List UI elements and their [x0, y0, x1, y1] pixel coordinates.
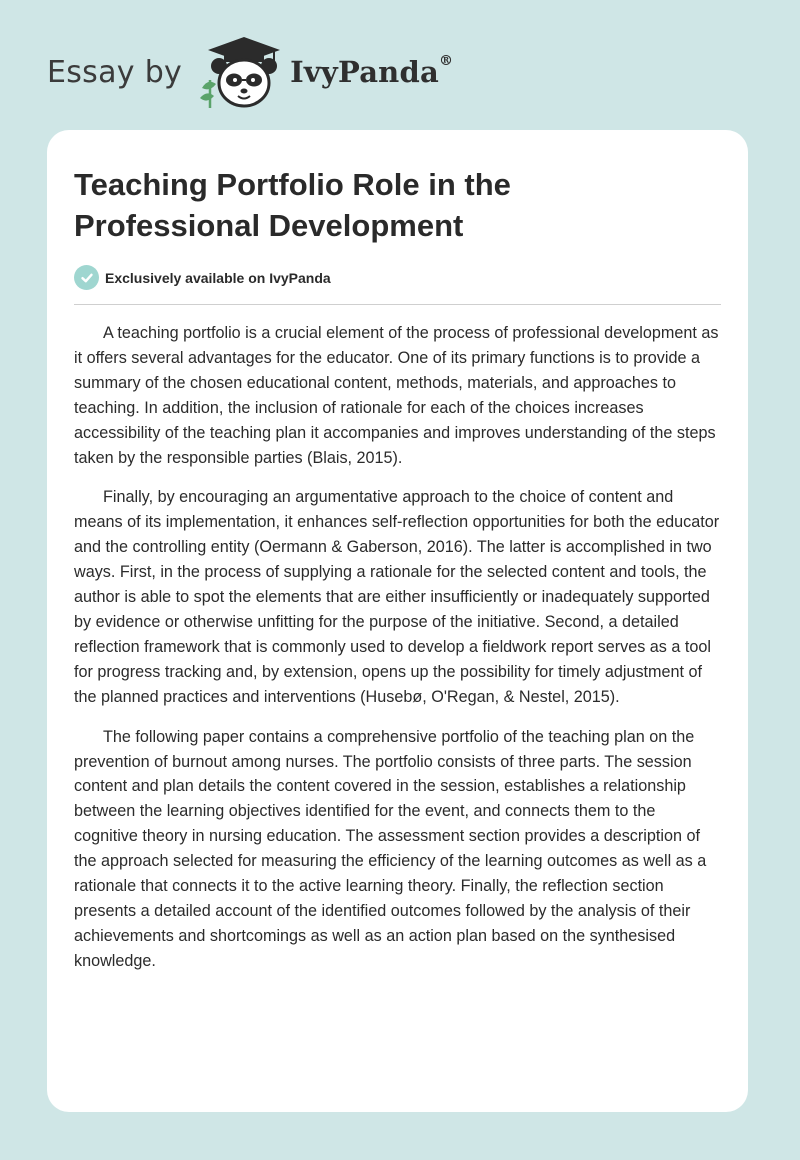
- exclusive-badge: [74, 265, 721, 305]
- essay-paragraph: Finally, by encouraging an argumentative approach to the choice of content and means of its implementation, it enhances self-reflection opportunities for both the educator and the controlling entity (Oermann & Gaberson, 2016). The latter is accomplished in two ways. First, in the process of supplying a rationale for the selected content and tools, the author is able to spot the elements that are either insufficiently or inadequately supported by evidence or otherwise unfitting for the purpose of the initiative. Second, a detailed reflection framework that is commonly used to develop a fieldwork report serves as a tool for progress tracking and, by extension, opens up the possibility for timely adjustment of the planned practices and interventions (Husebø, O'Regan, & Nestel, 2015).: [74, 488, 720, 706]
- essay-paragraph: The following paper contains a comprehensive portfolio of the teaching plan on the prevention of burnout among nurses. The portfolio consists of three parts. The session content and plan details the content covered in the session, establishes a relationship between the learning objectives identified for the event, and connects them to the cognitive theory in nursing education. The assessment section provides a description of the approach selected for measuring the efficiency of the learning outcomes as well as a rationale that connects it to the active learning theory. Finally, the reflection section presents a detailed account of the identified outcomes followed by the analysis of their achievements and shortcomings as well as an action plan based on the synthesised knowledge.: [74, 727, 707, 970]
- exclusive-badge-label: Exclusively available on IvyPanda: [105, 269, 331, 286]
- site-header: [47, 34, 453, 110]
- brand-name[interactable]: IvyPanda®: [290, 53, 454, 89]
- essay-by-label: Essay by: [47, 54, 183, 90]
- essay-paragraph: A teaching portfolio is a crucial element of the process of professional development as it offers several advantages for the educator. One of its primary functions is to provide a summary of the chosen educational content, methods, materials, and approaches to teaching. In addition, the inclusion of rationale for each of the choices increases accessibility of the teaching plan it accompanies and improves understanding of the steps taken by the responsible parties (Blais, 2015).: [74, 324, 719, 467]
- essay-body: [74, 321, 721, 974]
- check-circle-icon: [74, 265, 99, 290]
- registered-mark: ®: [438, 53, 454, 69]
- essay-title: Teaching Portfolio Role in the Professional Development: [74, 167, 511, 243]
- essay-card: [47, 130, 748, 1112]
- panda-graduate-icon[interactable]: [194, 34, 286, 110]
